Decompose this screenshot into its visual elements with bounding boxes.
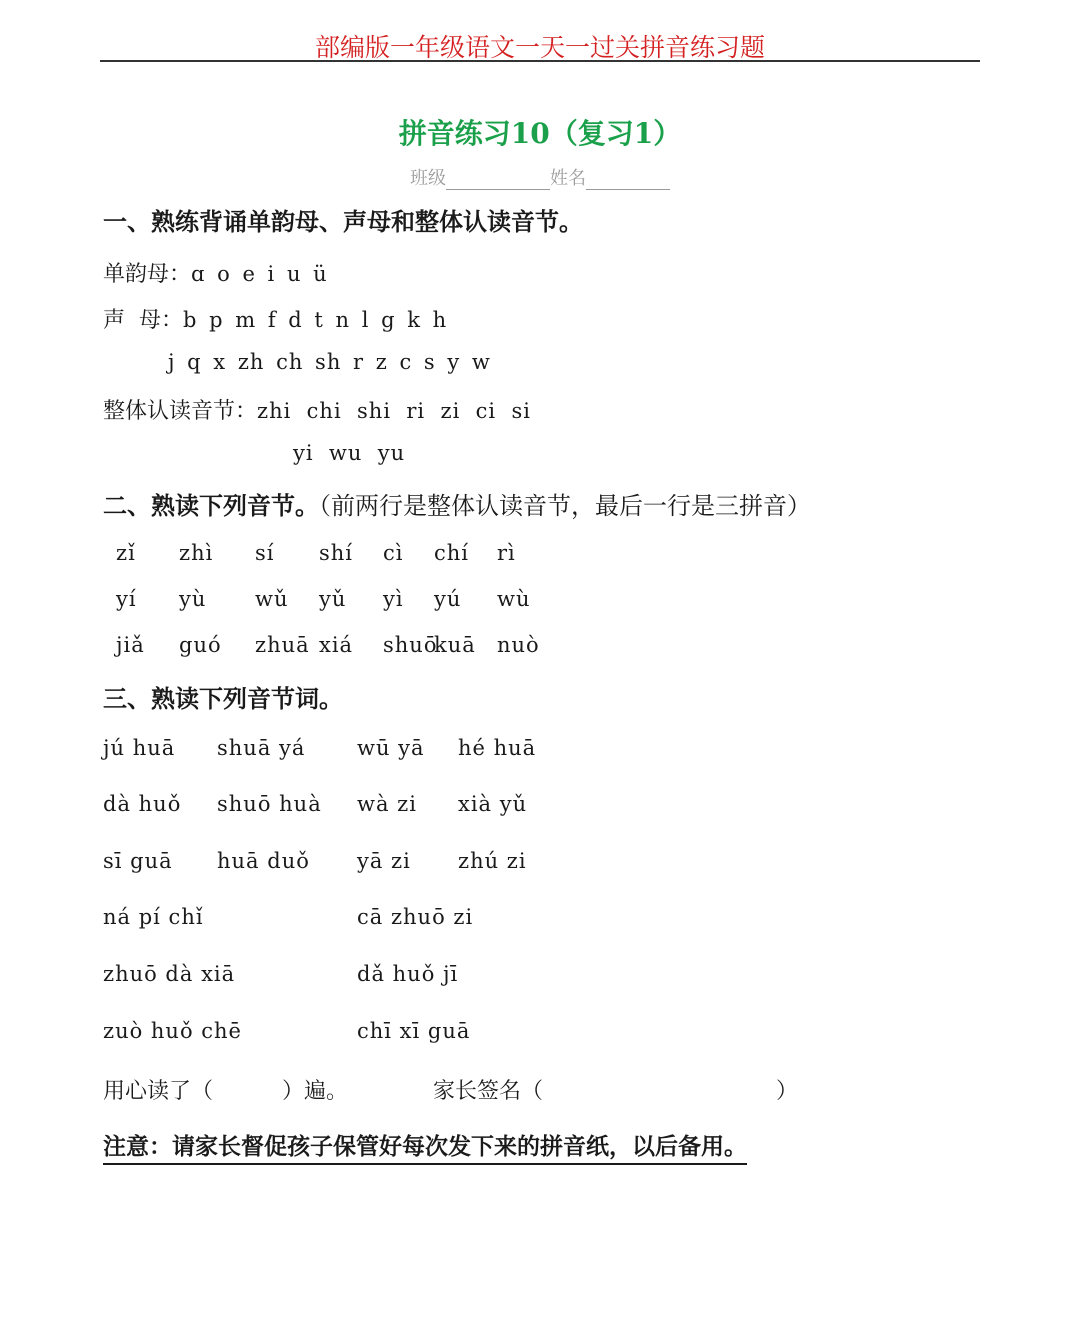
syllable: yì bbox=[383, 587, 404, 611]
syllable: cì bbox=[383, 541, 404, 565]
read-times-label: 用心读了（ bbox=[103, 1079, 214, 1104]
worksheet-title: 拼音练习10（复习1） bbox=[398, 117, 682, 150]
whole-list-1: zhi chi shi ri zi ci si bbox=[257, 399, 531, 423]
syllable: wù bbox=[497, 587, 531, 611]
name-blank[interactable] bbox=[586, 171, 670, 190]
pinyin-word: zuò huǒ chē bbox=[103, 1019, 242, 1043]
section2-heading-line bbox=[103, 486, 811, 521]
pinyin-word: huā duǒ bbox=[217, 849, 310, 873]
footer-note: 注意：请家长督促孩子保管好每次发下来的拼音纸，以后备用。 bbox=[103, 1128, 747, 1165]
syllable: wǔ bbox=[255, 587, 289, 611]
syllable: kuā bbox=[434, 633, 476, 657]
class-blank[interactable] bbox=[446, 171, 550, 190]
syllable: yù bbox=[179, 587, 207, 611]
syllable: xiá bbox=[319, 633, 354, 657]
read-times-suffix: ）遍。 bbox=[282, 1079, 349, 1104]
header-rule bbox=[100, 60, 980, 62]
parent-sign-label: 家长签名（ bbox=[433, 1079, 544, 1104]
pinyin-word: dà huǒ bbox=[103, 792, 182, 816]
syllable: zǐ bbox=[116, 541, 136, 565]
pinyin-word: hé huā bbox=[458, 736, 537, 760]
pinyin-word: wà zi bbox=[357, 792, 417, 816]
syllable: yí bbox=[116, 587, 137, 611]
syllable: zhì bbox=[179, 541, 214, 565]
syllable: shuō bbox=[383, 633, 438, 657]
pinyin-word: chī xī guā bbox=[357, 1019, 471, 1043]
section1-heading: 一、熟练背诵单韵母、声母和整体认读音节。 bbox=[103, 207, 583, 236]
initials-list-1: b p m f d t n l g k h bbox=[183, 308, 448, 332]
name-label: 姓名 bbox=[550, 168, 586, 189]
syllable: sí bbox=[255, 541, 275, 565]
section2-heading: 二、熟读下列音节。 bbox=[103, 491, 319, 520]
pinyin-word: dǎ huǒ jī bbox=[357, 962, 459, 986]
pinyin-word: sī guā bbox=[103, 849, 173, 873]
pinyin-word: xià yǔ bbox=[458, 792, 528, 816]
syllable: nuò bbox=[497, 633, 540, 657]
vowels-label: 单韵母： bbox=[103, 262, 192, 287]
parent-sign-close: ） bbox=[776, 1079, 799, 1104]
pinyin-word: shuā yá bbox=[217, 736, 306, 760]
syllable: zhuā bbox=[255, 633, 310, 657]
syllable: yú bbox=[434, 587, 462, 611]
class-label: 班级 bbox=[410, 168, 446, 189]
pinyin-word: cā zhuō zi bbox=[357, 905, 474, 929]
pinyin-word: zhuō dà xiā bbox=[103, 962, 236, 986]
initials-line bbox=[103, 303, 447, 334]
whole-list-2: yi wu yu bbox=[293, 441, 406, 465]
section2-note: （前两行是整体认读音节，最后一行是三拼音） bbox=[319, 492, 811, 520]
pinyin-word: ná pí chǐ bbox=[103, 905, 204, 929]
vowels-line bbox=[103, 257, 328, 288]
class-name-fields bbox=[0, 164, 1080, 190]
pinyin-word: zhú zi bbox=[458, 849, 527, 873]
initials-list-2: j q x zh ch sh r z c s y w bbox=[168, 350, 491, 374]
pinyin-word: jú huā bbox=[103, 736, 176, 760]
whole-label: 整体认读音节： bbox=[103, 399, 258, 424]
syllable: shí bbox=[319, 541, 354, 565]
vowels-list: ɑ o e i u ü bbox=[191, 262, 328, 286]
syllable: yǔ bbox=[319, 587, 347, 611]
syllable: guó bbox=[179, 633, 222, 657]
pinyin-word: wū yā bbox=[357, 736, 425, 760]
pinyin-word: yā zi bbox=[357, 849, 411, 873]
pinyin-word: shuō huà bbox=[217, 792, 322, 816]
syllable: jiǎ bbox=[116, 633, 145, 657]
initials-label: 声 母： bbox=[103, 308, 183, 333]
section3-heading: 三、熟读下列音节词。 bbox=[103, 684, 343, 713]
page-header: 部编版一年级语文一天一过关拼音练习题 bbox=[314, 33, 765, 62]
whole-syllables-line bbox=[103, 394, 531, 425]
syllable: rì bbox=[497, 541, 516, 565]
syllable: chí bbox=[434, 541, 470, 565]
